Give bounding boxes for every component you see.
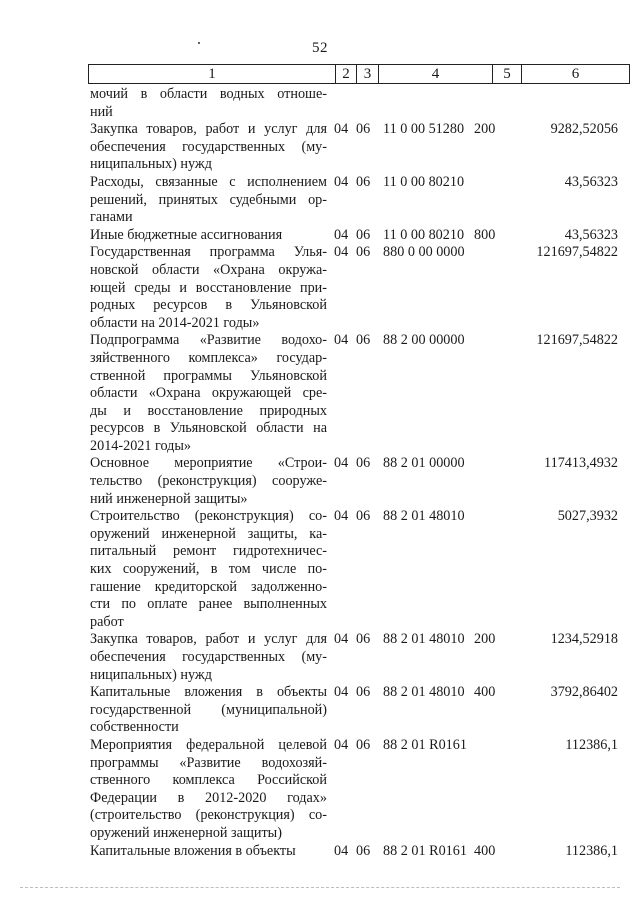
row-amount: 112386,1 (565, 842, 618, 859)
row-name (90, 332, 327, 455)
table-row (0, 121, 640, 174)
row-name-line: решений, принятых судебными ор- (90, 191, 327, 208)
row-section: 04 (334, 455, 349, 472)
row-expense-type: 400 (474, 842, 496, 859)
row-subsection: 06 (356, 508, 371, 525)
table-row (0, 174, 640, 227)
row-name-line: ний инженерной защиты» (90, 490, 248, 507)
row-name-line: программы «Развитие водохозяй- (90, 754, 327, 771)
row-subsection: 06 (356, 173, 371, 190)
row-name-line: гашение кредиторской задолженно- (90, 578, 327, 595)
row-section: 04 (334, 631, 349, 648)
row-name-line: ний (90, 103, 113, 120)
row-name-line: собственности (90, 719, 179, 736)
row-name-line: ресурсов в Ульяновской области на (90, 420, 327, 437)
row-amount: 121697,54822 (536, 244, 618, 261)
row-name-line: Капитальные вложения в объекты (90, 842, 296, 859)
row-subsection: 06 (356, 121, 371, 138)
row-section: 04 (334, 226, 349, 243)
row-name-line: мочий в области водных отноше- (90, 86, 327, 102)
row-name (90, 508, 327, 631)
table-row (0, 631, 640, 684)
row-name-line: Иные бюджетные ассигнования (90, 226, 283, 243)
row-amount: 112386,1 (565, 736, 618, 753)
row-section: 04 (334, 736, 349, 753)
row-target-article: 11 0 00 80210 (383, 226, 465, 243)
row-amount: 117413,4932 (544, 455, 618, 472)
row-name-line: Федерации в 2012-2020 годах» (90, 789, 327, 806)
row-expense-type: 800 (474, 226, 496, 243)
row-name-line: ганами (90, 209, 133, 226)
row-name-line: новской области «Охрана окружа- (90, 261, 327, 278)
row-target-article: 88 2 01 48010 (383, 508, 465, 525)
scan-speck (198, 42, 200, 44)
row-target-article: 880 0 00 0000 (383, 244, 465, 261)
row-subsection: 06 (356, 842, 371, 859)
row-name-line: ственного комплекса Российской (90, 772, 327, 789)
row-name-line: Государственная программа Улья- (90, 244, 327, 261)
row-subsection: 06 (356, 736, 371, 753)
row-subsection: 06 (356, 631, 371, 648)
row-amount: 3792,86402 (550, 684, 618, 701)
row-name-line: зяйственного комплекса» государ- (90, 349, 327, 366)
row-section: 04 (334, 508, 349, 525)
row-name-line: ких сооружений, в том числе по- (90, 561, 327, 578)
row-target-article: 88 2 01 R0161 (383, 736, 467, 753)
table-row (0, 86, 640, 121)
row-section: 04 (334, 332, 349, 349)
table-body (0, 86, 640, 860)
row-expense-type: 200 (474, 631, 496, 648)
row-name (90, 843, 327, 861)
row-name-line: Закупка товаров, работ и услуг для (90, 631, 327, 648)
row-target-article: 88 2 01 R0161 (383, 842, 467, 859)
table-row (0, 508, 640, 631)
row-expense-type: 200 (474, 121, 496, 138)
row-expense-type: 400 (474, 684, 496, 701)
row-section: 04 (334, 842, 349, 859)
table-row (0, 843, 640, 861)
row-name (90, 86, 327, 121)
row-amount: 1234,52918 (550, 631, 618, 648)
row-name-line: ющей среды и восстановление при- (90, 279, 327, 296)
header-col-5: 5 (493, 65, 522, 83)
row-name-line: (строительство (реконструкция) со- (90, 807, 327, 824)
row-name (90, 455, 327, 508)
row-name-line: Капитальные вложения в объекты (90, 684, 327, 701)
header-col-6: 6 (571, 66, 580, 82)
row-target-article: 11 0 00 80210 (383, 173, 465, 190)
header-col-1: 1 (89, 65, 336, 83)
row-name-line: государственной (муниципальной) (90, 701, 327, 718)
row-target-article: 11 0 00 51280 (383, 121, 465, 138)
row-name (90, 684, 327, 737)
row-amount: 5027,3932 (557, 508, 618, 525)
header-col-2: 2 (336, 65, 357, 83)
table-row (0, 684, 640, 737)
row-section: 04 (334, 173, 349, 190)
row-name-line: Расходы, связанные с исполнением (90, 173, 327, 190)
row-target-article: 88 2 01 48010 (383, 684, 465, 701)
row-name-line: ниципальных) нужд (90, 156, 212, 173)
row-name (90, 737, 327, 843)
page-bottom-edge (20, 887, 620, 889)
row-target-article: 88 2 00 00000 (383, 332, 465, 349)
row-name-line: области «Охрана окружающей сре- (90, 385, 327, 402)
row-section: 04 (334, 244, 349, 261)
table-header (88, 64, 630, 84)
table-row (0, 332, 640, 455)
row-name-line: родных ресурсов в Ульяновской (90, 297, 327, 314)
row-target-article: 88 2 01 48010 (383, 631, 465, 648)
row-amount: 121697,54822 (536, 332, 618, 349)
row-amount: 9282,52056 (550, 121, 618, 138)
row-amount: 43,56323 (564, 226, 618, 243)
row-section: 04 (334, 684, 349, 701)
row-name-line: работ (90, 613, 124, 630)
row-name-line: ды и восстановление природных (90, 402, 327, 419)
header-col-4: 4 (379, 65, 493, 83)
row-name-line: оружений инженерной защиты) (90, 824, 282, 841)
table-row (0, 737, 640, 843)
row-name (90, 227, 327, 245)
row-name (90, 631, 327, 684)
table-row (0, 227, 640, 245)
row-subsection: 06 (356, 684, 371, 701)
row-subsection: 06 (356, 455, 371, 472)
row-subsection: 06 (356, 332, 371, 349)
row-section: 04 (334, 121, 349, 138)
row-name-line: Мероприятия федеральной целевой (90, 736, 327, 753)
header-col-3: 3 (357, 65, 379, 83)
row-name-line: тельство (реконструкция) сооруже- (90, 473, 327, 490)
row-name-line: Строительство (реконструкция) со- (90, 508, 327, 525)
row-name-line: 2014-2021 годы» (90, 437, 192, 454)
row-name (90, 174, 327, 227)
row-name-line: Основное мероприятие «Строи- (90, 455, 327, 472)
row-name-line: обеспечения государственных (му- (90, 138, 327, 155)
row-name-line: Подпрограмма «Развитие водохо- (90, 332, 327, 349)
row-name (90, 244, 327, 332)
row-subsection: 06 (356, 226, 371, 243)
row-target-article: 88 2 01 00000 (383, 455, 465, 472)
row-name-line: области на 2014-2021 годы» (90, 314, 260, 331)
page-number: 52 (312, 40, 328, 56)
row-name-line: оружений инженерной защиты, ка- (90, 525, 327, 542)
row-name-line: сти по оплате ранее выполненных (90, 596, 327, 613)
row-amount: 43,56323 (564, 173, 618, 190)
row-name (90, 121, 327, 174)
row-name-line: питальный ремонт гидротехничес- (90, 543, 327, 560)
table-row (0, 455, 640, 508)
row-subsection: 06 (356, 244, 371, 261)
row-name-line: обеспечения государственных (му- (90, 649, 327, 665)
row-name-line: Закупка товаров, работ и услуг для (90, 121, 327, 138)
row-name-line: ниципальных) нужд (90, 666, 212, 683)
table-row (0, 244, 640, 332)
row-name-line: ственной программы Ульяновской (90, 367, 327, 384)
